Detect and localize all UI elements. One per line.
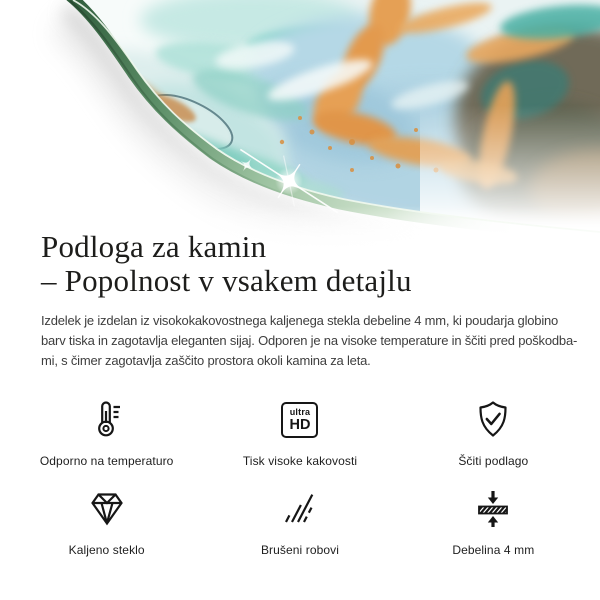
ultra-hd-icon [277, 397, 323, 443]
feature-label: Tisk visoke kakovosti [242, 454, 358, 468]
ultra-hd-text-top: ultra [289, 406, 311, 417]
feature-thickness [397, 486, 590, 557]
brushed-edges-icon [277, 486, 323, 532]
feature-label: Brušeni robovi [260, 543, 340, 557]
page-title [41, 230, 412, 298]
hero-image [0, 0, 600, 252]
intro-line1: Izdelek je izdelan iz visokokakovostnega kaljenega stekla debeline 4 mm, ki poudarja globino [41, 313, 559, 328]
feature-label: Odporno na temperaturo [39, 454, 174, 468]
feature-protection [397, 397, 590, 468]
ultra-hd-text-bottom: HD [289, 416, 311, 433]
page-title-line2: – Popolnost v vsakem detajlu [41, 263, 412, 298]
diamond-icon [84, 486, 130, 532]
page-title-line1: Podloga za kamin [41, 229, 267, 264]
feature-polished-edges [203, 486, 396, 557]
feature-grid [0, 397, 600, 557]
feature-label: Ščiti podlago [458, 454, 529, 468]
shield-check-icon [470, 397, 516, 443]
thickness-icon [470, 486, 516, 532]
feature-tempered-glass [10, 486, 203, 557]
feature-label: Kaljeno steklo [68, 543, 145, 557]
intro-line2: barv tiska in zagotavlja eleganten sijaj. Odporen je na visoke temperature in ščiti pred poškodba- [41, 333, 578, 348]
feature-temperature [10, 397, 203, 468]
intro-line3: mi, s čimer zagotavlja zaščito prostora okoli kamina za leta. [41, 353, 371, 368]
feature-label: Debelina 4 mm [452, 543, 535, 557]
glass-disc-artwork [0, 0, 600, 252]
intro-paragraph [41, 311, 577, 371]
feature-print-quality [203, 397, 396, 468]
thermometer-icon [84, 397, 130, 443]
